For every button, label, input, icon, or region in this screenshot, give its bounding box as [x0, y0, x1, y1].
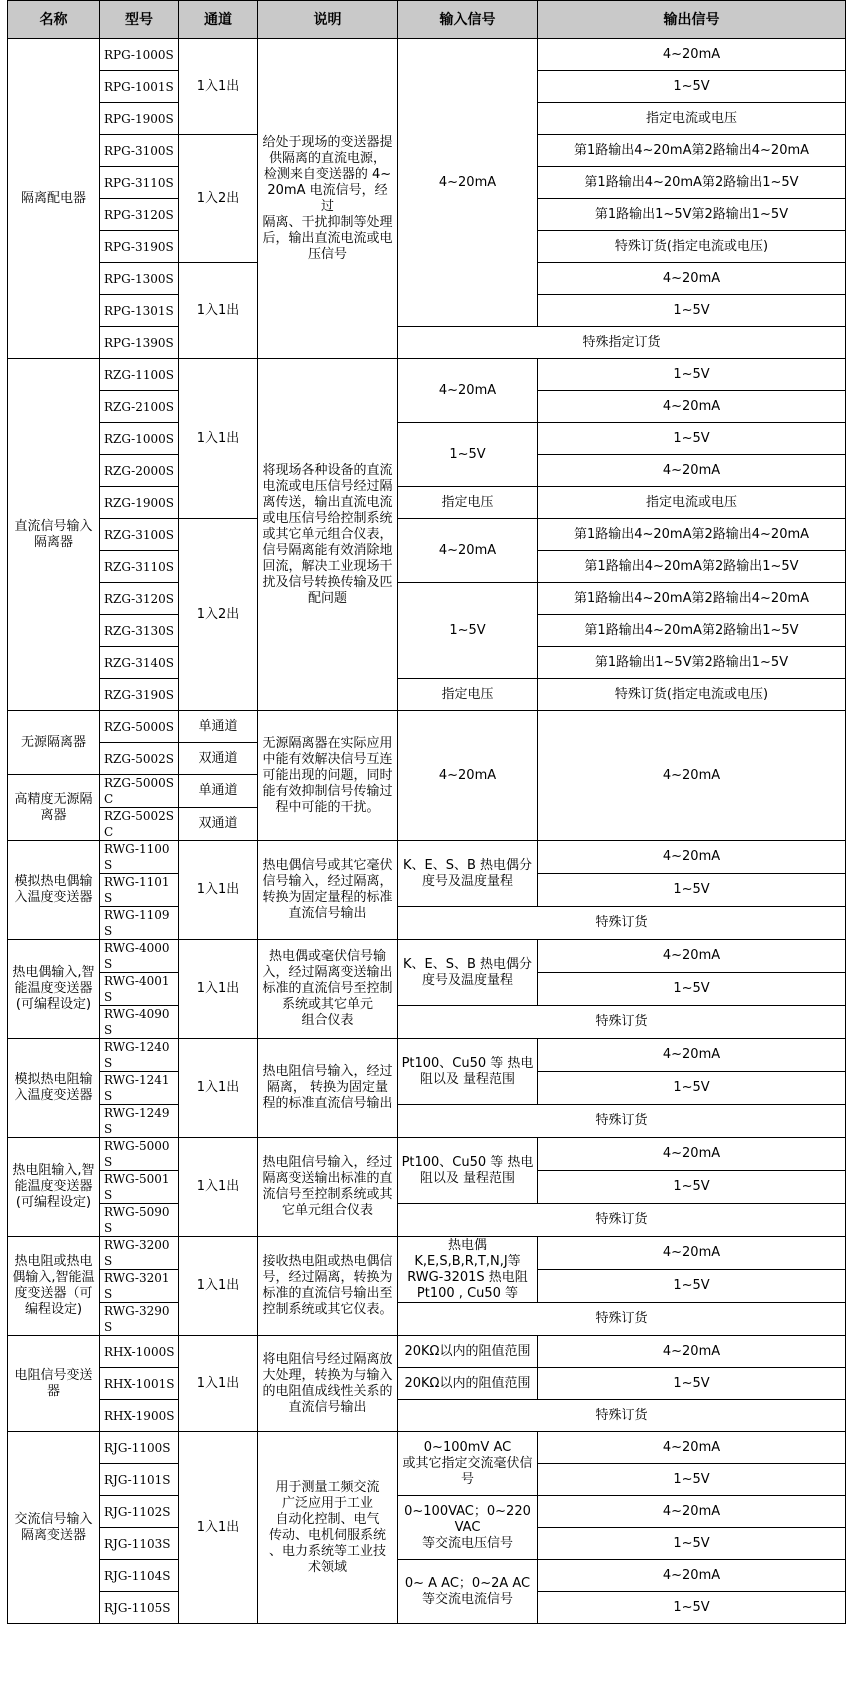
- model-cell: RWG-1100S: [100, 841, 179, 874]
- channel-cell: 1入1出: [179, 1336, 258, 1432]
- output-cell: 特殊订货: [398, 907, 846, 940]
- header-output: 输出信号: [538, 1, 846, 39]
- channel-cell: 1入2出: [179, 135, 258, 263]
- table-row: [8, 907, 846, 940]
- model-cell: RPG-1390S: [100, 327, 179, 359]
- output-cell: 特殊订货: [398, 1006, 846, 1039]
- model-cell: RJG-1105S: [100, 1592, 179, 1624]
- output-cell: 第1路输出4~20mA第2路输出1~5V: [538, 551, 846, 583]
- table-row: [8, 1204, 846, 1237]
- model-cell: RJG-1104S: [100, 1560, 179, 1592]
- model-cell: RPG-1300S: [100, 263, 179, 295]
- table-row: [8, 327, 846, 359]
- model-cell: RZG-5002SC: [100, 808, 179, 841]
- input-cell: K、E、S、B 热电偶分度号及温度量程: [398, 841, 538, 907]
- channel-cell: 1入1出: [179, 1432, 258, 1624]
- group-name: 模拟热电偶输入温度变送器: [8, 841, 100, 940]
- model-cell: RWG-5000S: [100, 1138, 179, 1171]
- output-cell: 1~5V: [538, 1528, 846, 1560]
- output-cell: 4~20mA: [538, 39, 846, 71]
- table-row: [8, 487, 846, 519]
- channel-cell: 双通道: [179, 743, 258, 775]
- group-name: 无源隔离器: [8, 711, 100, 775]
- model-cell: RWG-1240S: [100, 1039, 179, 1072]
- input-cell: 热电偶 K,E,S,B,R,T,N,J等 RWG-3201S 热电阻 Pt100 , Cu50 等: [398, 1237, 538, 1303]
- channel-cell: 1入1出: [179, 359, 258, 519]
- header-name: 名称: [8, 1, 100, 39]
- model-cell: RZG-3110S: [100, 551, 179, 583]
- group-name: 直流信号输入隔离器: [8, 359, 100, 711]
- model-cell: RJG-1100S: [100, 1432, 179, 1464]
- model-cell: RZG-3140S: [100, 647, 179, 679]
- header-row: [8, 1, 846, 39]
- output-cell: 1~5V: [538, 1072, 846, 1105]
- model-cell: RWG-1109S: [100, 907, 179, 940]
- description-cell: 热电阻信号输入，经过隔离变送输出标准的直流信号至控制系统或其它单元组合仪表: [258, 1138, 398, 1237]
- output-cell: 特殊指定订货: [398, 327, 846, 359]
- table-row: [8, 1138, 846, 1171]
- model-cell: RPG-3100S: [100, 135, 179, 167]
- output-cell: 1~5V: [538, 973, 846, 1006]
- description-cell: 热电偶信号或其它毫伏信号输入，经过隔离， 转换为固定量程的标准直流信号输出: [258, 841, 398, 940]
- output-cell: 4~20mA: [538, 711, 846, 841]
- group-name: 热电阻或热电偶输入,智能温度变送器（可编程设定): [8, 1237, 100, 1336]
- table-row: [8, 1560, 846, 1592]
- output-cell: 特殊订货: [398, 1400, 846, 1432]
- model-cell: RZG-1000S: [100, 423, 179, 455]
- output-cell: 4~20mA: [538, 841, 846, 874]
- description-cell: 将电阻信号经过隔离放大处理，转换为与输入的电阻值成线性关系的直流信号输出: [258, 1336, 398, 1432]
- group-name: 模拟热电阻输入温度变送器: [8, 1039, 100, 1138]
- output-cell: 第1路输出4~20mA第2路输出1~5V: [538, 615, 846, 647]
- channel-cell: 双通道: [179, 808, 258, 841]
- table-row: [8, 841, 846, 874]
- table-row: [8, 583, 846, 615]
- table-row: [8, 1368, 846, 1400]
- table-row: [8, 1400, 846, 1432]
- description-cell: 热电阻信号输入，经过隔离， 转换为固定量程的标准直流信号输出: [258, 1039, 398, 1138]
- model-cell: RPG-3190S: [100, 231, 179, 263]
- output-cell: 4~20mA: [538, 1560, 846, 1592]
- model-cell: RWG-4000S: [100, 940, 179, 973]
- group-name: 交流信号输入隔离变送器: [8, 1432, 100, 1624]
- input-cell: 0~100mV AC 或其它指定交流毫伏信号: [398, 1432, 538, 1496]
- model-cell: RZG-2000S: [100, 455, 179, 487]
- model-cell: RWG-3290S: [100, 1303, 179, 1336]
- model-cell: RPG-3120S: [100, 199, 179, 231]
- header-channel: 通道: [179, 1, 258, 39]
- output-cell: 1~5V: [538, 1368, 846, 1400]
- description-cell: 用于测量工频交流 广泛应用于工业 自动化控制、电气 传动、电机伺服系统 、电力系统等工业技 术领域: [258, 1432, 398, 1624]
- table-row: [8, 1039, 846, 1072]
- input-cell: 20KΩ以内的阻值范围: [398, 1336, 538, 1368]
- output-cell: 特殊订货(指定电流或电压): [538, 679, 846, 711]
- output-cell: 1~5V: [538, 423, 846, 455]
- description-cell: 给处于现场的变送器提供隔离的直流电源， 检测来自变送器的 4~20mA 电流信号，经过 隔离、干扰抑制等处理后，输出直流电流或电压信号: [258, 39, 398, 359]
- description-cell: 接收热电阻或热电偶信号，经过隔离，转换为标准的直流信号输出至控制系统或其它仪表。: [258, 1237, 398, 1336]
- header-model: 型号: [100, 1, 179, 39]
- model-cell: RPG-1001S: [100, 71, 179, 103]
- channel-cell: 1入1出: [179, 1237, 258, 1336]
- model-cell: RZG-5002S: [100, 743, 179, 775]
- output-cell: 4~20mA: [538, 1336, 846, 1368]
- model-cell: RZG-3100S: [100, 519, 179, 551]
- input-cell: 4~20mA: [398, 39, 538, 327]
- group-name: 电阻信号变送器: [8, 1336, 100, 1432]
- model-cell: RPG-3110S: [100, 167, 179, 199]
- table-row: [8, 940, 846, 973]
- output-cell: 1~5V: [538, 1464, 846, 1496]
- table-row: [8, 39, 846, 71]
- group-name: 隔离配电器: [8, 39, 100, 359]
- table-row: [8, 423, 846, 455]
- table-row: [8, 1105, 846, 1138]
- model-cell: RZG-1900S: [100, 487, 179, 519]
- model-cell: RZG-5000SC: [100, 775, 179, 808]
- output-cell: 1~5V: [538, 71, 846, 103]
- group-name: 热电阻输入,智能温度变送器 (可编程设定): [8, 1138, 100, 1237]
- output-cell: 4~20mA: [538, 1039, 846, 1072]
- model-cell: RHX-1001S: [100, 1368, 179, 1400]
- model-cell: RJG-1102S: [100, 1496, 179, 1528]
- output-cell: 4~20mA: [538, 1432, 846, 1464]
- output-cell: 特殊订货: [398, 1303, 846, 1336]
- output-cell: 4~20mA: [538, 1237, 846, 1270]
- model-cell: RWG-1101S: [100, 874, 179, 907]
- output-cell: 特殊订货(指定电流或电压): [538, 231, 846, 263]
- output-cell: 1~5V: [538, 1171, 846, 1204]
- model-cell: RZG-5000S: [100, 711, 179, 743]
- output-cell: 特殊订货: [398, 1204, 846, 1237]
- input-cell: 4~20mA: [398, 519, 538, 583]
- table-row: [8, 679, 846, 711]
- group-name: 高精度无源隔离器: [8, 775, 100, 841]
- header-input: 输入信号: [398, 1, 538, 39]
- input-cell: 20KΩ以内的阻值范围: [398, 1368, 538, 1400]
- model-cell: RWG-4001S: [100, 973, 179, 1006]
- description-cell: 将现场各种设备的直流电流或电压信号经过隔离传送，输出直流电流或电压信号给控制系统 或其它单元组合仪表，信号隔离能有效消除地回流，解决工业现场干扰及信号转换传输及匹 配问题: [258, 359, 398, 711]
- output-cell: 1~5V: [538, 295, 846, 327]
- group-name: 热电偶输入,智能温度变送器 (可编程设定): [8, 940, 100, 1039]
- output-cell: 指定电流或电压: [538, 103, 846, 135]
- channel-cell: 1入1出: [179, 1138, 258, 1237]
- output-cell: 4~20mA: [538, 1138, 846, 1171]
- output-cell: 1~5V: [538, 359, 846, 391]
- input-cell: 指定电压: [398, 679, 538, 711]
- output-cell: 1~5V: [538, 1270, 846, 1303]
- output-cell: 第1路输出4~20mA第2路输出4~20mA: [538, 583, 846, 615]
- channel-cell: 1入1出: [179, 841, 258, 940]
- input-cell: Pt100、Cu50 等 热电阻以及 量程范围: [398, 1138, 538, 1204]
- model-cell: RWG-1241S: [100, 1072, 179, 1105]
- table-row: [8, 1006, 846, 1039]
- table-row: [8, 711, 846, 743]
- model-cell: RWG-5090S: [100, 1204, 179, 1237]
- output-cell: 4~20mA: [538, 940, 846, 973]
- model-cell: RZG-1100S: [100, 359, 179, 391]
- model-cell: RWG-5001S: [100, 1171, 179, 1204]
- table-row: [8, 519, 846, 551]
- product-spec-table: [7, 0, 846, 1624]
- model-cell: RHX-1000S: [100, 1336, 179, 1368]
- model-cell: RWG-3200S: [100, 1237, 179, 1270]
- model-cell: RPG-1900S: [100, 103, 179, 135]
- model-cell: RPG-1000S: [100, 39, 179, 71]
- input-cell: 4~20mA: [398, 359, 538, 423]
- output-cell: 第1路输出4~20mA第2路输出4~20mA: [538, 135, 846, 167]
- input-cell: 1~5V: [398, 583, 538, 679]
- model-cell: RZG-2100S: [100, 391, 179, 423]
- model-cell: RWG-4090S: [100, 1006, 179, 1039]
- table-row: [8, 359, 846, 391]
- channel-cell: 1入1出: [179, 1039, 258, 1138]
- model-cell: RZG-3130S: [100, 615, 179, 647]
- output-cell: 4~20mA: [538, 455, 846, 487]
- model-cell: RPG-1301S: [100, 295, 179, 327]
- model-cell: RWG-1249S: [100, 1105, 179, 1138]
- output-cell: 4~20mA: [538, 263, 846, 295]
- table-row: [8, 1496, 846, 1528]
- input-cell: 0~100VAC；0~220VAC 等交流电压信号: [398, 1496, 538, 1560]
- input-cell: 0~ A AC；0~2A AC 等交流电流信号: [398, 1560, 538, 1624]
- table-row: [8, 1432, 846, 1464]
- output-cell: 第1路输出1~5V第2路输出1~5V: [538, 199, 846, 231]
- model-cell: RZG-3120S: [100, 583, 179, 615]
- model-cell: RWG-3201S: [100, 1270, 179, 1303]
- output-cell: 第1路输出4~20mA第2路输出1~5V: [538, 167, 846, 199]
- description-cell: 无源隔离器在实际应用中能有效解决信号互连可能出现的问题，同时能有效抑制信号传输过程中可能的干扰。: [258, 711, 398, 841]
- output-cell: 特殊订货: [398, 1105, 846, 1138]
- channel-cell: 1入1出: [179, 39, 258, 135]
- input-cell: Pt100、Cu50 等 热电阻以及 量程范围: [398, 1039, 538, 1105]
- input-cell: 4~20mA: [398, 711, 538, 841]
- model-cell: RJG-1101S: [100, 1464, 179, 1496]
- input-cell: K、E、S、B 热电偶分度号及温度量程: [398, 940, 538, 1006]
- table-row: [8, 1336, 846, 1368]
- model-cell: RJG-1103S: [100, 1528, 179, 1560]
- table-row: [8, 1237, 846, 1270]
- input-cell: 指定电压: [398, 487, 538, 519]
- description-cell: 热电偶或毫伏信号输入，经过隔离变送输出标准的直流信号至控制系统或其它单元 组合仪表: [258, 940, 398, 1039]
- output-cell: 第1路输出4~20mA第2路输出4~20mA: [538, 519, 846, 551]
- header-description: 说明: [258, 1, 398, 39]
- input-cell: 1~5V: [398, 423, 538, 487]
- output-cell: 4~20mA: [538, 1496, 846, 1528]
- channel-cell: 单通道: [179, 711, 258, 743]
- output-cell: 1~5V: [538, 874, 846, 907]
- channel-cell: 1入1出: [179, 263, 258, 359]
- model-cell: RHX-1900S: [100, 1400, 179, 1432]
- output-cell: 第1路输出1~5V第2路输出1~5V: [538, 647, 846, 679]
- model-cell: RZG-3190S: [100, 679, 179, 711]
- table-row: [8, 1303, 846, 1336]
- output-cell: 指定电流或电压: [538, 487, 846, 519]
- channel-cell: 1入2出: [179, 519, 258, 711]
- output-cell: 4~20mA: [538, 391, 846, 423]
- channel-cell: 单通道: [179, 775, 258, 808]
- channel-cell: 1入1出: [179, 940, 258, 1039]
- output-cell: 1~5V: [538, 1592, 846, 1624]
